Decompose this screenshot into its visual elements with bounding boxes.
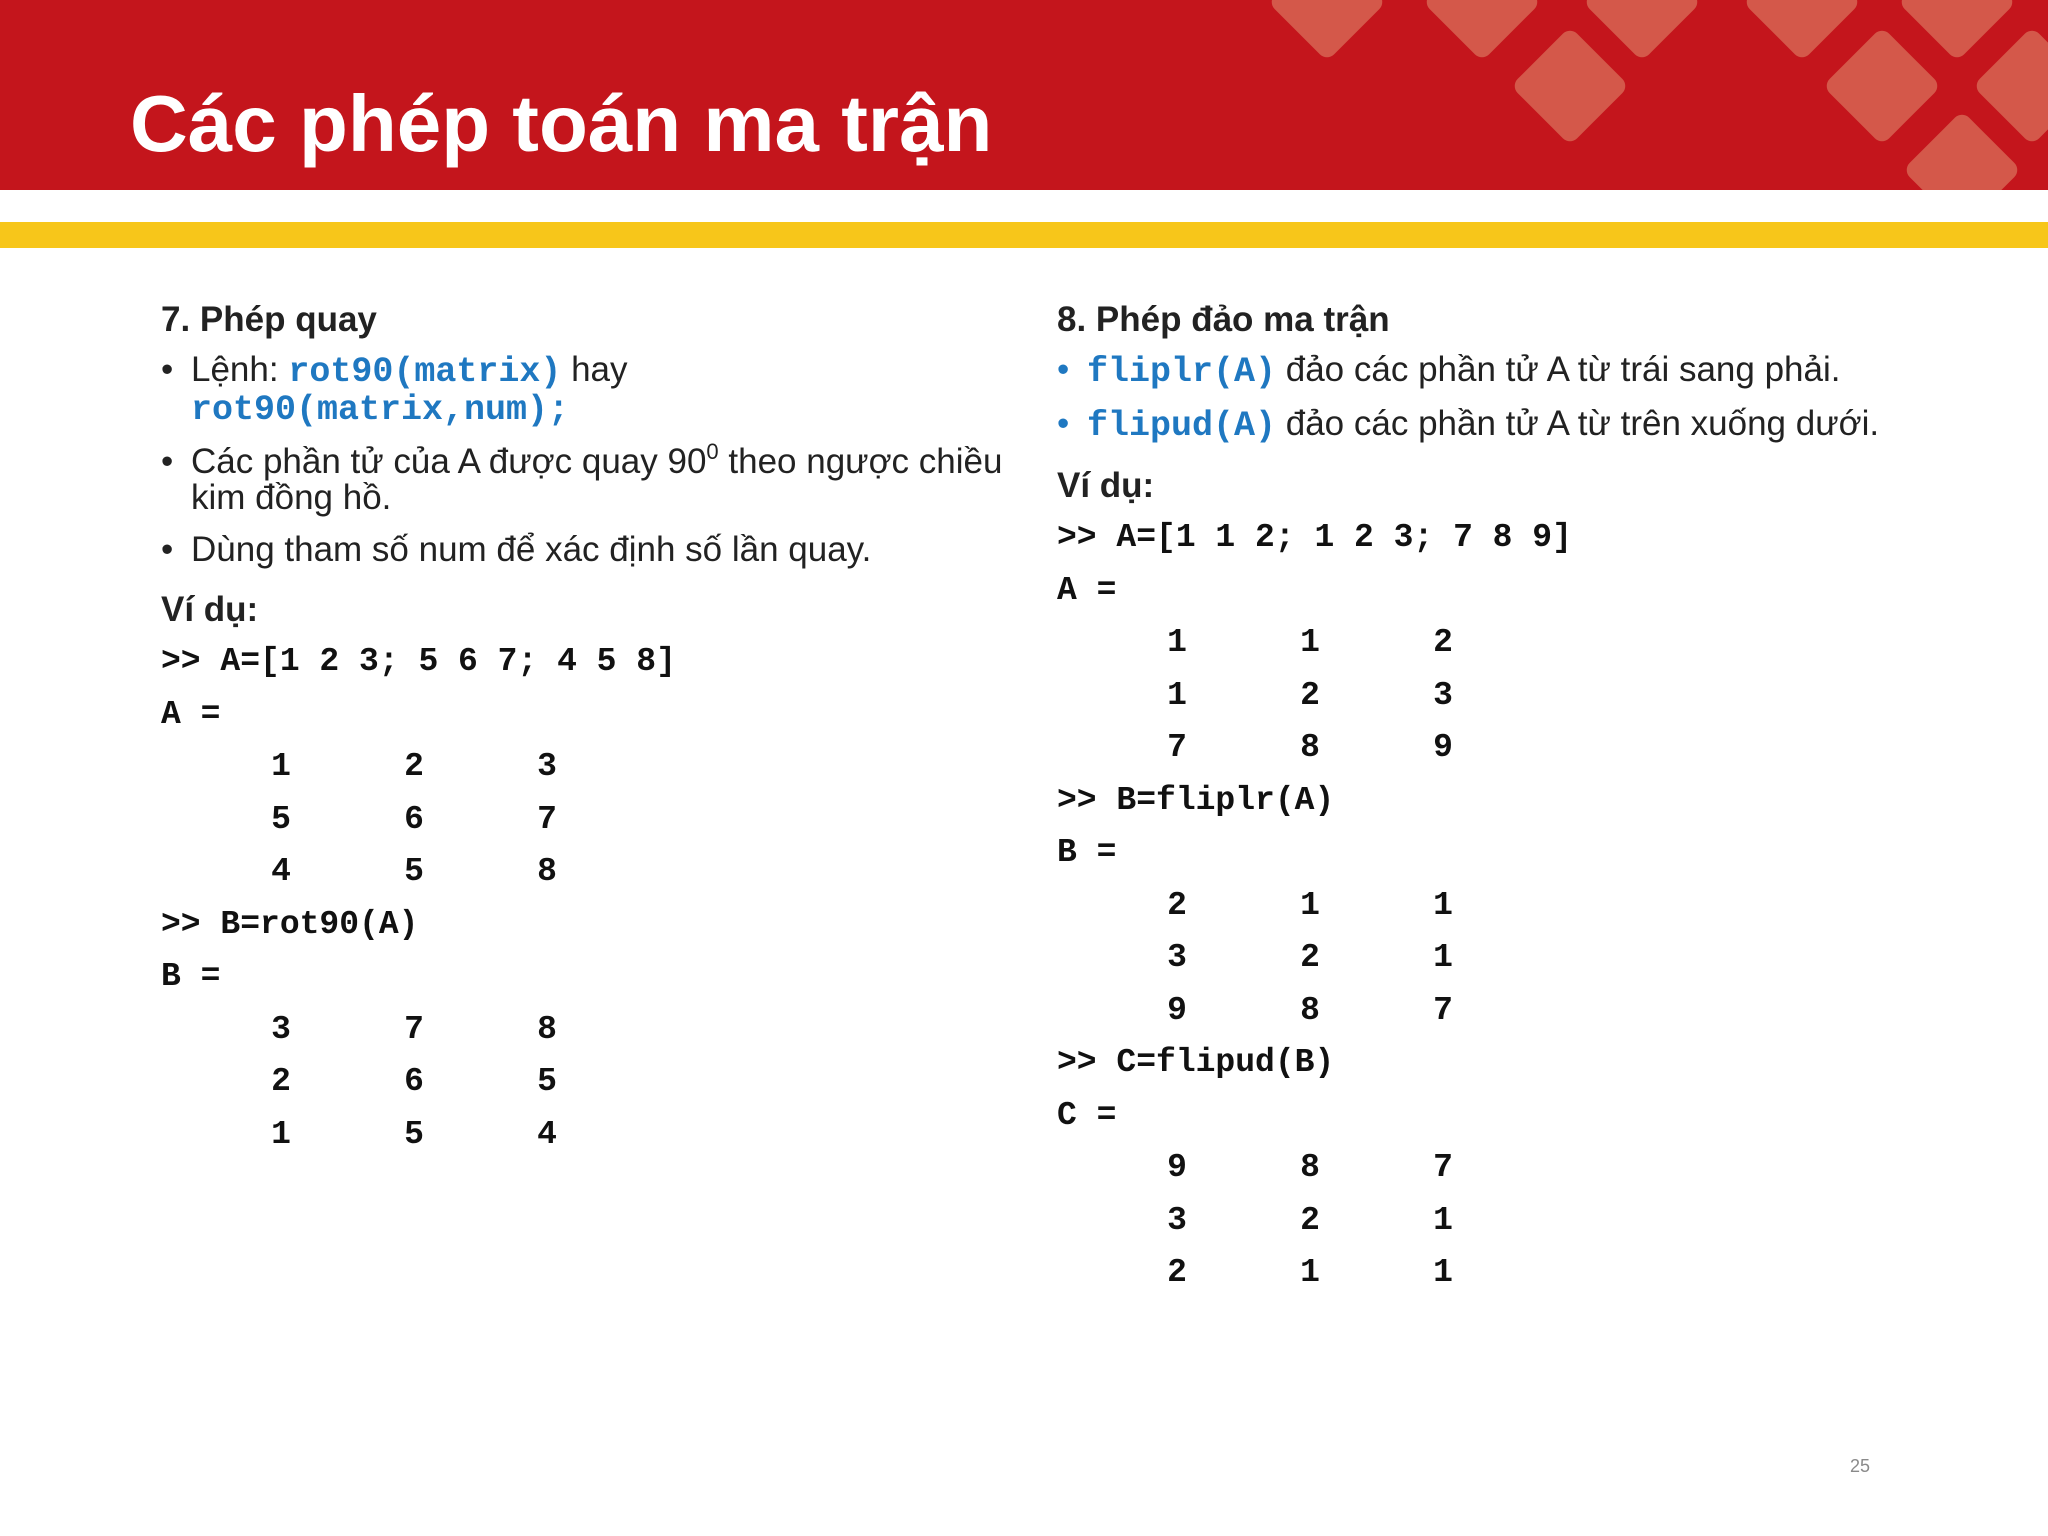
- matrix-cell: 3: [1433, 676, 1453, 714]
- matrix-cell: 2: [1433, 624, 1453, 661]
- rotation-section: [161, 300, 1021, 1161]
- decor-diamond: [1973, 27, 2048, 146]
- matrix-output: [161, 1004, 1021, 1162]
- matrix-cell: 8: [537, 1010, 557, 1048]
- matrix-row: [161, 1109, 1021, 1162]
- matrix-cell: 2: [1300, 676, 1320, 714]
- matrix-row: [1057, 1247, 1957, 1300]
- matrix-cell: 2: [1167, 1254, 1187, 1291]
- matrix-cell: 9: [1433, 729, 1453, 766]
- command-line: >> A=[1 2 3; 5 6 7; 4 5 8]: [161, 643, 676, 680]
- matrix-cell: 1: [1433, 886, 1453, 924]
- slide-header: [0, 0, 2048, 190]
- superscript: 0: [706, 439, 719, 464]
- matrix-cell: 1: [1167, 676, 1187, 714]
- matrix-cell: 1: [1167, 624, 1187, 661]
- matrix-cell: 2: [1167, 886, 1187, 924]
- matrix-row: [1057, 932, 1957, 985]
- output-label: C =: [1057, 1096, 1117, 1134]
- matrix-output: [1057, 1142, 1957, 1300]
- matrix-cell: 5: [271, 800, 291, 838]
- matrix-cell: 1: [1433, 939, 1453, 976]
- command-line: >> B=fliplr(A): [1057, 781, 1335, 819]
- matrix-cell: 1: [1433, 1254, 1453, 1291]
- bullet-dot: •: [161, 350, 174, 389]
- matrix-cell: 4: [271, 853, 291, 890]
- matrix-cell: 3: [271, 1010, 291, 1048]
- bullet-dot: •: [161, 530, 174, 569]
- section-heading: 8. Phép đảo ma trận: [1057, 300, 1390, 339]
- matrix-row: [1057, 1142, 1957, 1195]
- matrix-cell: 1: [271, 1115, 291, 1153]
- bullet-text: theo ngược chiều kim đồng hồ.: [191, 442, 1003, 517]
- decor-diamond: [1743, 0, 1862, 61]
- code-snippet: flipud(A): [1087, 406, 1277, 446]
- matrix-cell: 8: [1300, 729, 1320, 766]
- matrix-cell: 1: [1300, 886, 1320, 924]
- matrix-output: [1057, 880, 1957, 1038]
- decor-diamond: [1268, 0, 1387, 61]
- code-snippet: rot90(matrix,num);: [191, 390, 570, 430]
- matrix-cell: 2: [404, 748, 424, 785]
- bullet-fliplr: [1057, 352, 1957, 390]
- bullet-text: Các phần tử của A được quay 90: [191, 442, 707, 481]
- matrix-row: [1057, 985, 1957, 1038]
- decor-diamond: [1423, 0, 1542, 61]
- matrix-cell: 6: [404, 1063, 424, 1100]
- matrix-cell: 1: [1300, 624, 1320, 661]
- matrix-row: [1057, 880, 1957, 933]
- bullet-parameter: [161, 532, 1021, 568]
- matrix-row: [1057, 722, 1957, 775]
- output-label: B =: [161, 958, 221, 995]
- page-number: 25: [1850, 1456, 1871, 1476]
- bullet-dot: •: [1057, 404, 1070, 443]
- output-label: A =: [1057, 571, 1117, 609]
- matrix-cell: 3: [1167, 939, 1187, 976]
- output-label: A =: [161, 695, 221, 733]
- matrix-cell: 6: [404, 800, 424, 838]
- matrix-row: [1057, 1195, 1957, 1248]
- bullet-text: đảo các phần tử A từ trái sang phải.: [1276, 350, 1841, 389]
- matrix-cell: 7: [1433, 991, 1453, 1029]
- matrix-row: [1057, 670, 1957, 723]
- output-label: B =: [1057, 834, 1117, 871]
- bullet-text: Dùng tham số num để xác định số lần quay.: [191, 530, 872, 569]
- matrix-cell: 5: [404, 853, 424, 890]
- matrix-row: [1057, 617, 1957, 670]
- bullet-text: đảo các phần tử A từ trên xuống dưới.: [1276, 404, 1880, 443]
- matrix-cell: 7: [1167, 729, 1187, 766]
- command-line: >> C=flipud(B): [1057, 1044, 1335, 1081]
- bullet-text: Lệnh:: [191, 350, 289, 389]
- matrix-row: [161, 1004, 1021, 1057]
- command-line: >> B=rot90(A): [161, 905, 419, 943]
- code-snippet: fliplr(A): [1087, 352, 1277, 392]
- matrix-cell: 7: [404, 1010, 424, 1048]
- matrix-cell: 4: [537, 1115, 557, 1153]
- bullet-dot: •: [1057, 350, 1070, 389]
- matrix-cell: 2: [271, 1063, 291, 1100]
- matrix-row: [161, 741, 1021, 794]
- bullet-text: hay: [561, 350, 628, 389]
- matrix-cell: 8: [1300, 991, 1320, 1029]
- example-label: Ví dụ:: [161, 590, 259, 629]
- matrix-cell: 7: [1433, 1149, 1453, 1186]
- matrix-cell: 9: [1167, 991, 1187, 1029]
- matrix-cell: 2: [1300, 939, 1320, 976]
- decor-diamond: [1903, 111, 2022, 190]
- matrix-cell: 5: [404, 1115, 424, 1153]
- matrix-cell: 9: [1167, 1149, 1187, 1186]
- decor-diamond: [1583, 0, 1702, 61]
- code-snippet: rot90(matrix): [288, 352, 562, 392]
- matrix-output: [161, 741, 1021, 899]
- matrix-cell: 8: [1300, 1149, 1320, 1186]
- decor-diamond: [1823, 27, 1942, 146]
- matrix-cell: 5: [537, 1063, 557, 1100]
- matrix-cell: 8: [537, 853, 557, 890]
- section-heading: 7. Phép quay: [161, 300, 377, 339]
- header-accent-band: [0, 222, 2048, 248]
- bullet-command: [161, 352, 1021, 428]
- header-gap: [0, 190, 2048, 222]
- bullet-flipud: [1057, 406, 1957, 444]
- matrix-cell: 1: [1433, 1201, 1453, 1239]
- matrix-output: [1057, 617, 1957, 775]
- bullet-dot: •: [161, 442, 174, 481]
- matrix-row: [161, 846, 1021, 899]
- matrix-cell: 3: [1167, 1201, 1187, 1239]
- matrix-row: [161, 1056, 1021, 1109]
- matrix-row: [161, 794, 1021, 847]
- matrix-cell: 1: [1300, 1254, 1320, 1291]
- decor-diamond: [1898, 0, 2017, 61]
- matrix-cell: 1: [271, 748, 291, 785]
- slide-title: Các phép toán ma trận: [130, 79, 993, 168]
- flip-section: [1057, 300, 1957, 1300]
- matrix-cell: 7: [537, 800, 557, 838]
- example-label: Ví dụ:: [1057, 466, 1155, 505]
- bullet-description: [161, 439, 1021, 517]
- decor-diamond: [1511, 27, 1630, 146]
- command-line: >> A=[1 1 2; 1 2 3; 7 8 9]: [1057, 519, 1572, 556]
- matrix-cell: 2: [1300, 1201, 1320, 1239]
- matrix-cell: 3: [537, 748, 557, 785]
